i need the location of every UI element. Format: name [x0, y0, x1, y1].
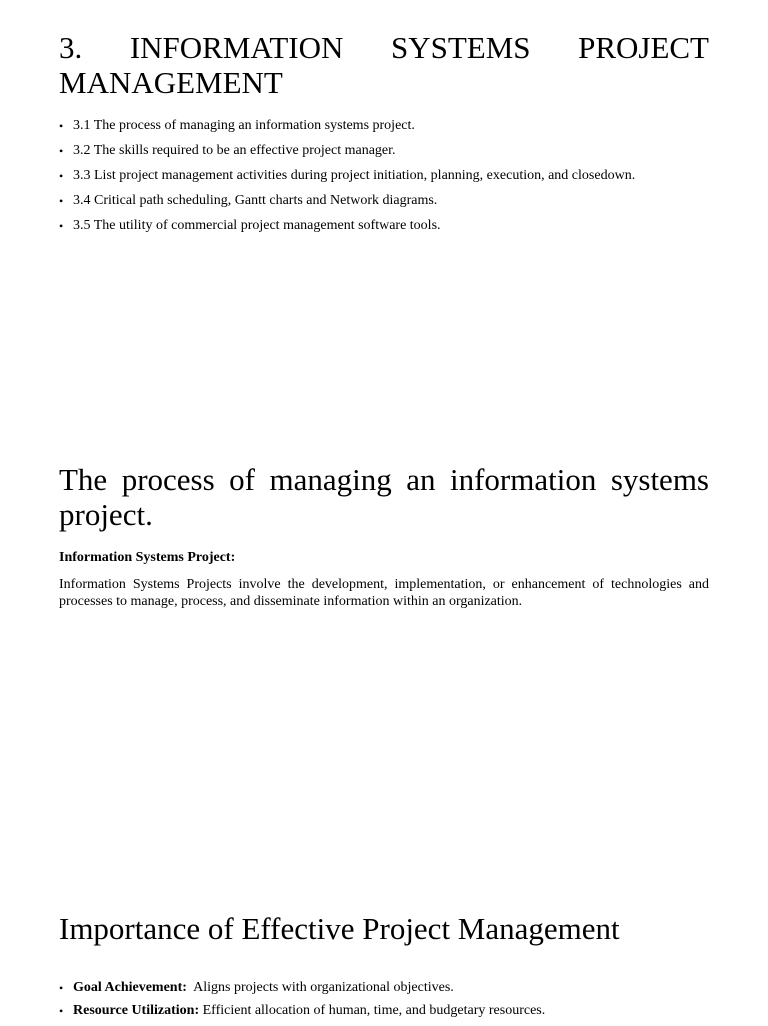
list-item-term: Resource Utilization:	[73, 1003, 200, 1018]
list-item	[59, 193, 709, 209]
paragraph: Information Systems Projects involve the development, implementation, or enhancement of technologies and processes to manage, process, and disseminate information within an organization.	[59, 577, 709, 609]
list-item-text: 3.2 The skills required to be an effective project manager.	[73, 143, 396, 158]
subheading: Information Systems Project:	[59, 550, 236, 565]
list-item	[59, 1003, 709, 1019]
section-title: The process of managing an information systems project.	[59, 462, 709, 532]
importance-list	[59, 980, 709, 1019]
list-item-text: 3.5 The utility of commercial project management software tools.	[73, 218, 441, 233]
bullet-icon: •	[59, 169, 64, 183]
section-importance	[59, 911, 709, 1026]
list-item-term: Goal Achievement:	[73, 980, 187, 995]
bullet-icon: •	[59, 981, 64, 995]
bullet-icon: •	[59, 194, 64, 208]
outline-list	[59, 118, 709, 234]
section-title: 3. INFORMATION SYSTEMS PROJECT MANAGEMENT	[59, 30, 709, 100]
list-item-text: Aligns projects with organizational objectives.	[193, 980, 454, 995]
list-item	[59, 118, 709, 134]
section-title: Importance of Effective Project Management	[59, 911, 620, 946]
list-item-text: 3.1 The process of managing an information systems project.	[73, 118, 415, 133]
list-item	[59, 218, 709, 234]
list-item-text: 3.4 Critical path scheduling, Gantt charts and Network diagrams.	[73, 193, 438, 208]
bullet-icon: •	[59, 144, 64, 158]
list-item	[59, 168, 709, 184]
section-course-outline	[59, 30, 709, 243]
section-process	[59, 462, 709, 610]
list-item	[59, 980, 709, 996]
list-item-text: Efficient allocation of human, time, and budgetary resources.	[202, 1003, 546, 1018]
bullet-icon: •	[59, 1004, 64, 1018]
list-item	[59, 143, 709, 159]
bullet-icon: •	[59, 119, 64, 133]
list-item-text: 3.3 List project management activities during project initiation, planning, execution, and closedown.	[73, 168, 636, 183]
bullet-icon: •	[59, 219, 64, 233]
